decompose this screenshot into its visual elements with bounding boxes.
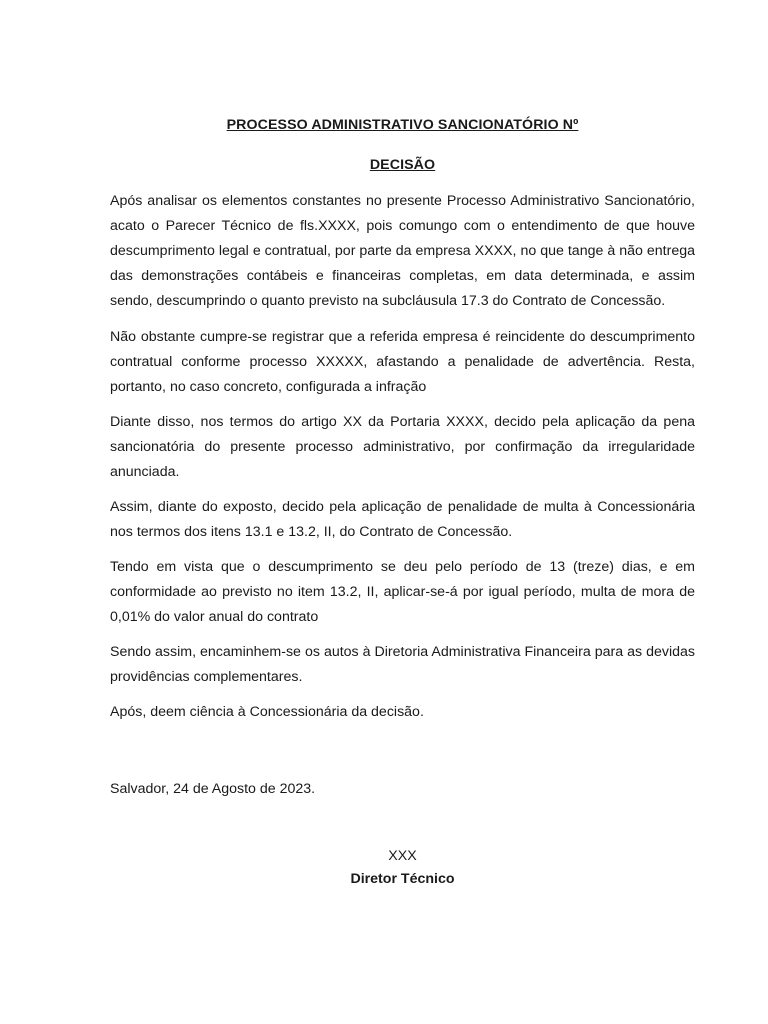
paragraph-3: Diante disso, nos termos do artigo XX da Portaria XXXX, decido pela aplicação da pena sancionatória do presente processo administrativo, por confirmação da irregularidade anunciada.	[110, 414, 695, 480]
signatory-role: Diretor Técnico	[350, 871, 455, 887]
paragraph-6: Sendo assim, encaminhem-se os autos à Diretoria Administrativa Financeira para as devidas providências complementares.	[110, 644, 695, 685]
document-subtitle: DECISÃO	[369, 157, 436, 173]
paragraph-1: Após analisar os elementos constantes no presente Processo Administrativo Sancionatório, acato o Parecer Técnico de fls.XXXX, pois comungo com o entendimento de que houve descumprimento legal e contratual, por parte da empresa XXXX, no que tange à não entrega das demonstrações contábeis e financeiras completas, em data determinada, e assim sendo, descumprindo o quanto previsto na subcláusula 17.3 do Contrato de Concessão.	[110, 193, 695, 309]
date-line: Salvador, 24 de Agosto de 2023.	[110, 781, 316, 797]
document-title: PROCESSO ADMINISTRATIVO SANCIONATÓRIO Nº	[226, 117, 579, 133]
signatory-name: XXX	[388, 848, 417, 864]
paragraph-4: Assim, diante do exposto, decido pela aplicação de penalidade de multa à Concessionária nos termos dos itens 13.1 e 13.2, II, do Contrato de Concessão.	[110, 499, 695, 540]
paragraph-2: Não obstante cumpre-se registrar que a referida empresa é reincidente do descumprimento contratual conforme processo XXXXX, afastando a penalidade de advertência. Resta, portanto, no caso concreto, configurada a infração	[110, 329, 695, 395]
signature-block	[110, 844, 695, 889]
paragraph-7: Após, deem ciência à Concessionária da decisão.	[110, 704, 424, 720]
paragraph-5: Tendo em vista que o descumprimento se deu pelo período de 13 (treze) dias, e em conformidade ao previsto no item 13.2, II, aplicar-se-á por igual período, multa de mora de 0,01% do valor anual do contrato	[110, 559, 695, 625]
